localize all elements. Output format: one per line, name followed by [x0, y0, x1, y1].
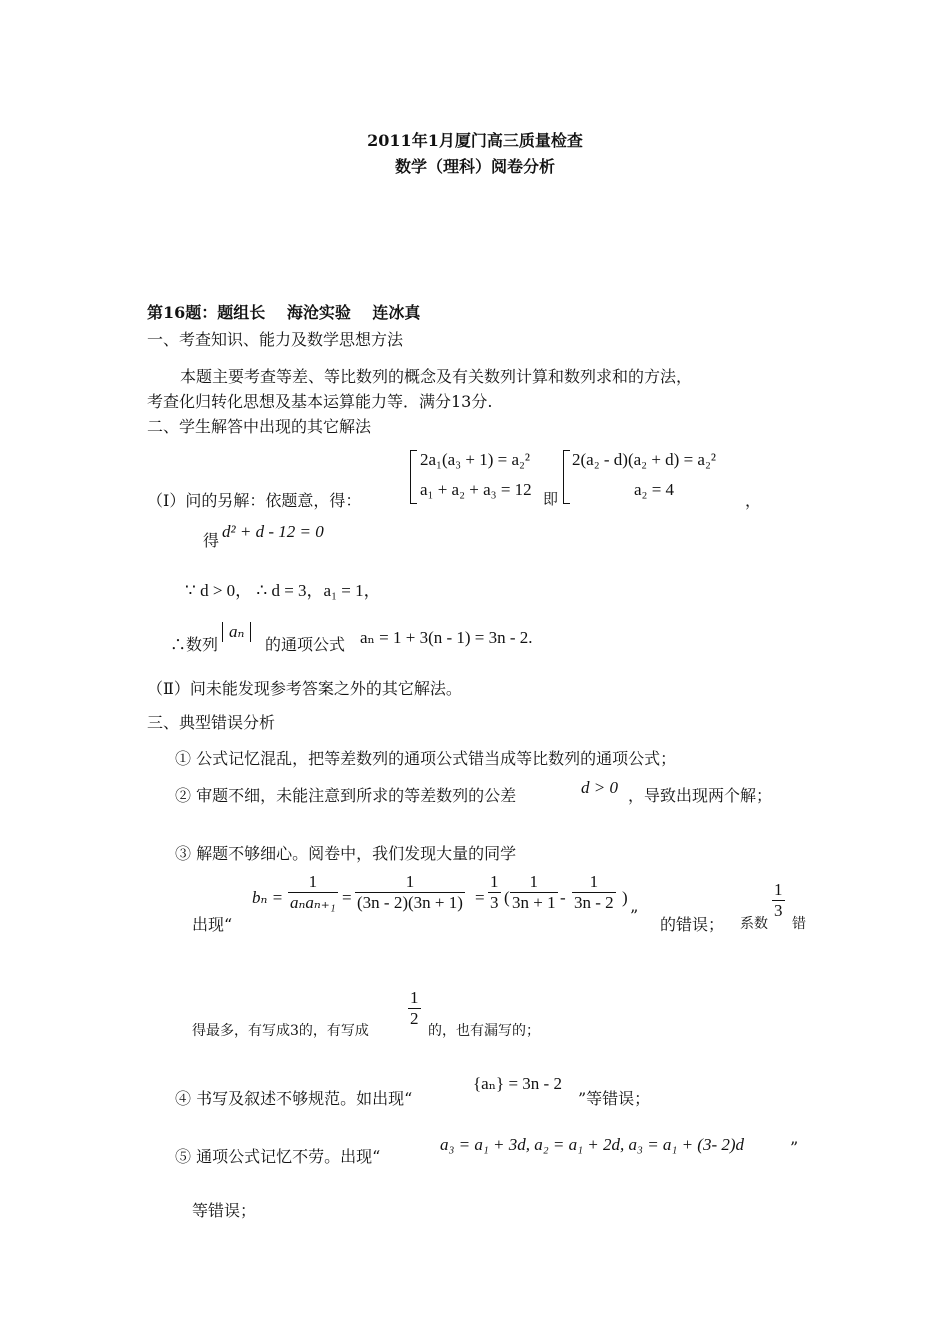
ji-label: 即: [543, 490, 559, 508]
part2-text: （Ⅱ）问未能发现参考答案之外的其它解法。: [147, 679, 462, 698]
sequence-an: [222, 622, 251, 642]
section1-body-line2: 考查化归转化思想及基本运算能力等．满分13分.: [147, 392, 493, 411]
error-3-mid: 的错误；: [660, 915, 725, 934]
fraction-3-num: 1: [490, 872, 499, 891]
fraction-half-den: 2: [410, 1009, 419, 1028]
fraction-2: [355, 872, 465, 913]
error-5-formula: a₃ = a₁ + 3d, a₂ = a₁ + 2d, a₃ = a₁ + (3- 2)d: [440, 1135, 745, 1154]
de-label: 得: [203, 531, 220, 550]
frac-b-lhs: bₙ =: [252, 888, 284, 907]
error-4-formula: {aₙ} = 3n - 2: [473, 1074, 562, 1093]
eq-d-quadratic: d² + d - 12 = 0: [222, 522, 324, 541]
equals-1: =: [342, 888, 352, 907]
fraction-2-num: 1: [405, 872, 415, 891]
error-3-line1: ③ 解题不够细心。阅卷中，我们发现大量的同学: [175, 844, 517, 863]
error-2-d-gt-0: d > 0: [581, 778, 618, 797]
sequence-an-text: aₙ: [229, 622, 245, 641]
fraction-5-num: 1: [589, 872, 599, 891]
system1-row1: 2a₁(a₃ + 1) = a₂²: [420, 450, 531, 469]
general-term-label: 的通项公式: [265, 635, 346, 654]
system2-brace: [563, 450, 570, 504]
error-3-chuxian: 出现“: [192, 915, 233, 934]
system2-row1: 2(a₂ - d)(a₂ + d) = a₂²: [572, 450, 716, 469]
trailing-comma: ，: [745, 491, 762, 510]
fraction-5: [572, 872, 616, 913]
therefore-prefix: ∴数列: [170, 635, 219, 654]
fraction-3: [488, 872, 501, 913]
section1-body-line1: 本题主要考查等差、等比数列的概念及有关数列计算和数列求和的方法，: [180, 367, 693, 386]
error-5-line2: 等错误；: [192, 1201, 257, 1220]
error-1: ① 公式记忆混乱，把等差数列的通项公式错当成等比数列的通项公式；: [175, 749, 677, 768]
because-line: ∵ d > 0， ∴ d = 3，a₁ = 1，: [185, 581, 381, 600]
section1-heading: 一、考查知识、能力及数学思想方法: [147, 330, 404, 349]
error-3-line3-a: 得最多，有写成3的，有写成: [192, 1023, 369, 1039]
section2-heading: 二、学生解答中出现的其它解法: [147, 417, 372, 436]
error-2-pre: ② 审题不细，未能注意到所求的等差数列的公差: [175, 786, 517, 805]
q16-header: 第16题：题组长 海沧实验 连冰真: [147, 303, 421, 322]
error-5-post: ”: [790, 1138, 799, 1157]
error-4-pre: ④ 书写及叙述不够规范。如出现“: [175, 1089, 413, 1108]
system2-row2: a₂ = 4: [634, 480, 675, 499]
fraction-3-den: 3: [490, 893, 499, 912]
error-2-post: ，导致出现两个解；: [628, 786, 773, 805]
paren-close: ): [622, 888, 628, 907]
error-4-post: ”等错误；: [578, 1089, 651, 1108]
equals-2: =: [475, 888, 485, 907]
general-term-formula: aₙ = 1 + 3(n - 1) = 3n - 2.: [360, 628, 533, 647]
fraction-1-num: 1: [308, 872, 318, 891]
error-3-coef: 系数: [740, 916, 768, 932]
system1-brace: [410, 450, 417, 504]
fraction-coef-third-num: 1: [774, 880, 783, 899]
title-line-2: 数学（理科）阅卷分析: [394, 157, 555, 176]
fraction-2-den: (3n - 2)(3n + 1): [357, 893, 463, 912]
fraction-half-num: 1: [410, 988, 419, 1007]
part1-intro: （Ⅰ）问的另解：依题意，得：: [147, 491, 362, 510]
error-3-line3-b: 的，也有漏写的；: [428, 1023, 540, 1039]
system1-row2: a₁ + a₂ + a₃ = 12: [420, 480, 532, 499]
section3-heading: 三、典型错误分析: [147, 713, 276, 732]
error-3-quote-end: ”: [630, 906, 639, 925]
fraction-coef-third: [772, 880, 785, 921]
fraction-half: [408, 988, 421, 1029]
fraction-5-den: 3n - 2: [574, 893, 614, 912]
fraction-coef-third-den: 3: [774, 901, 783, 920]
fraction-4-den: 3n + 1: [512, 893, 556, 912]
fraction-1-den: aₙaₙ₊₁: [290, 893, 336, 912]
error-3-cuo: 错: [792, 916, 806, 932]
title-line-1: 2011年1月厦门高三质量检查: [367, 131, 583, 150]
minus-sign: -: [560, 888, 566, 907]
fraction-4: [510, 872, 558, 913]
paren-open: (: [504, 888, 510, 907]
error-5-pre: ⑤ 通项公式记忆不劳。出现“: [175, 1147, 381, 1166]
fraction-1: [288, 872, 338, 913]
fraction-4-num: 1: [529, 872, 539, 891]
